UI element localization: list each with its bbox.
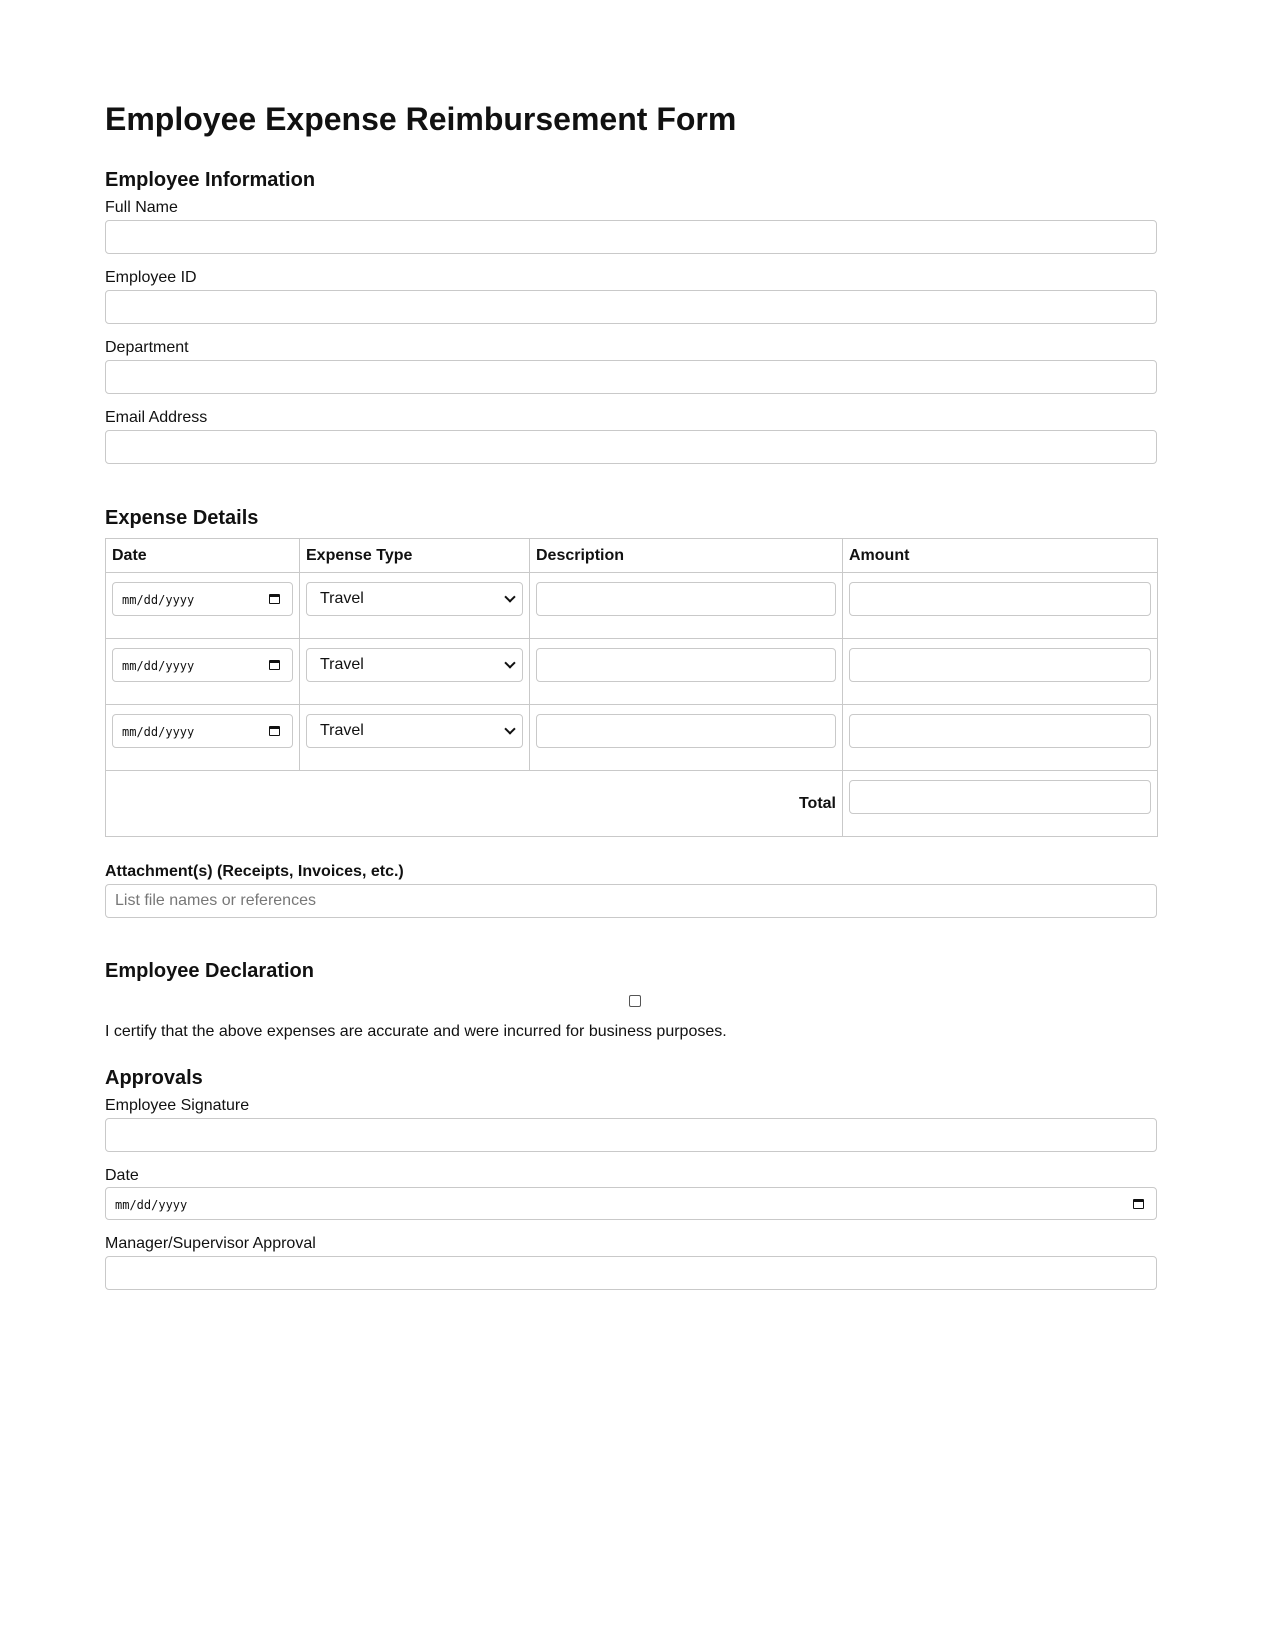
calendar-icon[interactable] — [269, 726, 280, 736]
expense-table — [105, 538, 1158, 837]
manager-approval-input[interactable] — [105, 1256, 1157, 1290]
total-cell — [843, 771, 1158, 837]
table-row — [106, 573, 1158, 639]
amount-input[interactable] — [849, 582, 1151, 616]
approval-date-label: Date — [105, 1167, 139, 1184]
type-cell — [300, 639, 530, 705]
total-input[interactable] — [849, 780, 1151, 814]
description-input[interactable] — [536, 582, 836, 616]
chevron-down-icon — [504, 657, 515, 668]
description-cell — [530, 705, 843, 771]
type-cell — [300, 705, 530, 771]
department-label: Department — [105, 339, 189, 356]
date-placeholder: mm/dd/yyyy — [122, 593, 195, 607]
amount-cell — [843, 639, 1158, 705]
employee-info-heading: Employee Information — [105, 169, 316, 191]
expense-details-heading: Expense Details — [105, 507, 259, 529]
date-cell — [106, 573, 300, 639]
description-cell — [530, 573, 843, 639]
calendar-icon[interactable] — [269, 594, 280, 604]
email-label: Email Address — [105, 409, 208, 426]
amount-input[interactable] — [849, 648, 1151, 682]
date-placeholder: mm/dd/yyyy — [122, 659, 195, 673]
amount-cell — [843, 573, 1158, 639]
chevron-down-icon — [504, 723, 515, 734]
manager-approval-label: Manager/Supervisor Approval — [105, 1235, 316, 1252]
total-label: Total — [798, 795, 836, 812]
column-header-description: Description — [530, 539, 843, 573]
department-input[interactable] — [105, 360, 1157, 394]
signature-input[interactable] — [105, 1118, 1157, 1152]
attachments-label: Attachment(s) (Receipts, Invoices, etc.) — [105, 863, 404, 880]
employee-id-label: Employee ID — [105, 269, 197, 286]
amount-cell — [843, 705, 1158, 771]
certify-checkbox[interactable] — [629, 995, 641, 1007]
full-name-label: Full Name — [105, 199, 178, 216]
total-label-cell — [106, 771, 843, 837]
description-input[interactable] — [536, 648, 836, 682]
amount-input[interactable] — [849, 714, 1151, 748]
expense-date-input[interactable] — [112, 648, 293, 682]
expense-type-select[interactable] — [306, 714, 523, 748]
employee-id-input[interactable] — [105, 290, 1157, 324]
calendar-icon[interactable] — [1133, 1199, 1144, 1209]
email-input[interactable] — [105, 430, 1157, 464]
full-name-input[interactable] — [105, 220, 1157, 254]
table-row — [106, 705, 1158, 771]
date-cell — [106, 639, 300, 705]
expense-table-header — [106, 539, 1158, 573]
expense-type-value: Travel — [320, 590, 364, 607]
attachments-placeholder: List file names or references — [115, 892, 316, 909]
column-header-expense-type: Expense Type — [300, 539, 530, 573]
expense-type-select[interactable] — [306, 648, 523, 682]
approvals-heading: Approvals — [105, 1067, 203, 1089]
type-cell — [300, 573, 530, 639]
date-placeholder: mm/dd/yyyy — [115, 1198, 188, 1212]
approval-date-input[interactable] — [105, 1187, 1157, 1220]
total-row — [106, 771, 1158, 837]
expense-type-select[interactable] — [306, 582, 523, 616]
declaration-heading: Employee Declaration — [105, 960, 314, 982]
chevron-down-icon — [504, 591, 515, 602]
expense-type-value: Travel — [320, 656, 364, 673]
date-cell — [106, 705, 300, 771]
expense-type-value: Travel — [320, 722, 364, 739]
attachments-input[interactable] — [105, 884, 1157, 918]
declaration-text: I certify that the above expenses are accurate and were incurred for business purposes. — [105, 1023, 727, 1040]
description-input[interactable] — [536, 714, 836, 748]
description-cell — [530, 639, 843, 705]
expense-date-input[interactable] — [112, 714, 293, 748]
column-header-date: Date — [106, 539, 300, 573]
calendar-icon[interactable] — [269, 660, 280, 670]
date-placeholder: mm/dd/yyyy — [122, 725, 195, 739]
signature-label: Employee Signature — [105, 1097, 250, 1114]
column-header-amount: Amount — [843, 539, 1158, 573]
expense-date-input[interactable] — [112, 582, 293, 616]
page-title: Employee Expense Reimbursement Form — [105, 101, 737, 137]
table-row — [106, 639, 1158, 705]
